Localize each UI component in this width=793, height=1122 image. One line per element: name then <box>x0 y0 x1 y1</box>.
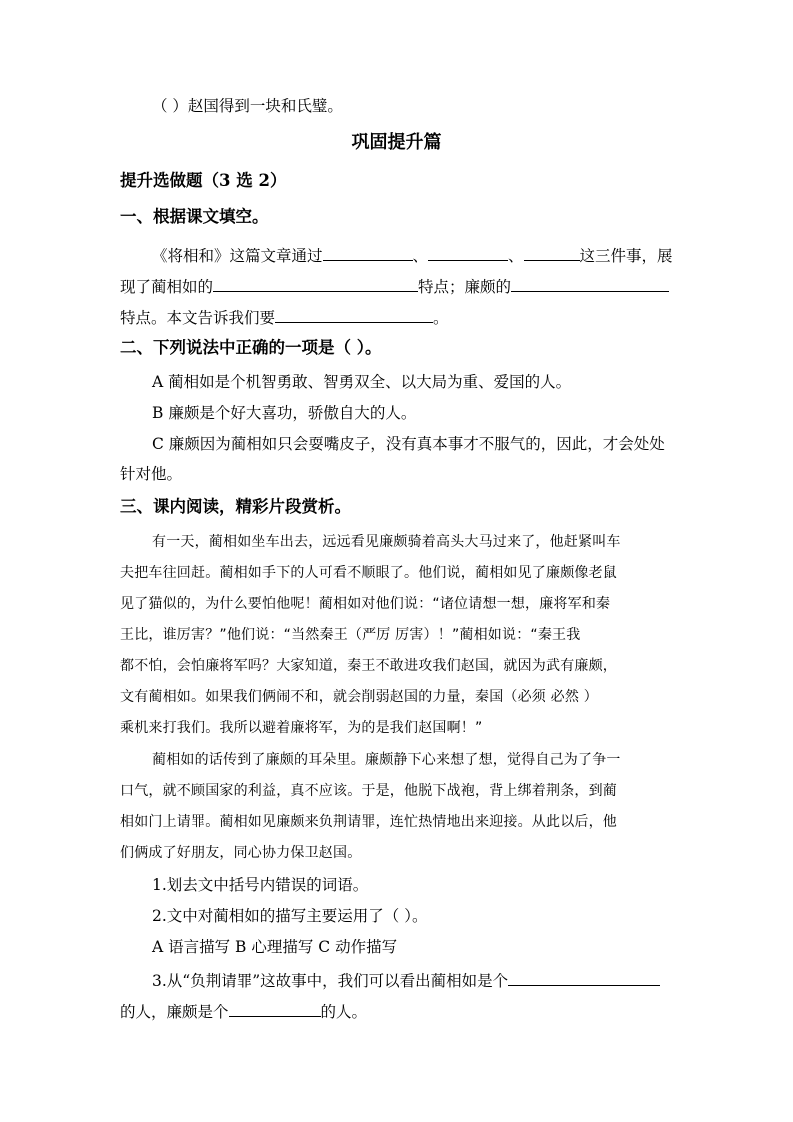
q1-text: 、 <box>412 247 429 265</box>
passage-line: 乘机来打我们。我所以避着廉将军，为的是我们赵国啊！” <box>120 720 483 736</box>
q3-sub-1: 1.划去文中括号内错误的词语。 <box>152 876 369 894</box>
q1-line-2 <box>120 274 669 297</box>
passage-line: 有一天，蔺相如坐车出去，远远看见廉颇骑着高头大马过来了，他赶紧叫车 <box>152 534 621 550</box>
q3-sub-2: 2.文中对蔺相如的描写主要运用了（ ）。 <box>152 907 428 925</box>
q1-text: 这三件事，展 <box>579 247 673 265</box>
passage-line: 见了猫似的，为什么要怕他呢！蔺相如对他们说：“诸位请想一想，廉将军和秦 <box>120 596 611 612</box>
q1-text: 特点。本文告诉我们要 <box>120 309 276 327</box>
q2-heading: 二、下列说法中正确的一项是（ ）。 <box>120 338 382 357</box>
passage-line: 蔺相如的话传到了廉颇的耳朵里。廉颇静下心来想了想，觉得自己为了争一 <box>152 752 621 768</box>
q3-text: 3.从“负荆请罪”这故事中，我们可以看出蔺相如是个 <box>152 972 509 990</box>
q3-sub-2-options: A 语言描写 B 心理描写 C 动作描写 <box>152 938 398 956</box>
passage-line: 都不怕，会怕廉将军吗？大家知道，秦王不敢进攻我们赵国，就因为武有廉颇， <box>120 658 617 674</box>
q1-line-3 <box>120 305 449 328</box>
fill-blank[interactable] <box>275 305 433 323</box>
fill-blank[interactable] <box>213 274 418 292</box>
passage-line: 们俩成了好朋友，同心协力保卫赵国。 <box>120 845 362 861</box>
passage-line: 口气，就不顾国家的利益，真不应该。于是，他脱下战袍，背上绑着荆条，到蔺 <box>120 783 617 799</box>
q1-line-1 <box>152 243 673 266</box>
subtitle: 提升选做题（3 选 2） <box>120 171 287 190</box>
q1-text: 。 <box>433 309 449 327</box>
q1-heading: 一、根据课文填空。 <box>120 207 269 226</box>
q3-text: 的人。 <box>320 1003 368 1021</box>
q1-text: 《将相和》这篇文章通过 <box>152 247 323 265</box>
q1-text: 、 <box>508 247 524 265</box>
fill-blank[interactable] <box>511 274 669 292</box>
q3-sub-3 <box>152 968 660 991</box>
section-title: 巩固提升篇 <box>351 132 442 153</box>
top-line: （ ）赵国得到一块和氏璧。 <box>152 97 343 115</box>
passage-line: 文有蔺相如。如果我们俩闹不和，就会削弱赵国的力量，秦国（必须 必然 ） <box>120 689 598 705</box>
fill-blank[interactable] <box>428 243 508 261</box>
q2-option-a: A 蔺相如是个机智勇敢、智勇双全、以大局为重、爱国的人。 <box>152 373 572 391</box>
q3-sub-3-cont <box>120 999 367 1022</box>
q2-option-b: B 廉颇是个好大喜功，骄傲自大的人。 <box>152 404 417 422</box>
q1-text: 特点；廉颇的 <box>418 278 512 296</box>
q2-option-c: C 廉颇因为蔺相如只会耍嘴皮子，没有真本事才不服气的，因此，才会处处 <box>152 435 665 453</box>
fill-blank[interactable] <box>524 243 580 261</box>
fill-blank[interactable] <box>229 999 321 1017</box>
passage-line: 夫把车往回赶。蔺相如手下的人可看不顺眼了。他们说，蔺相如见了廉颇像老鼠 <box>120 565 617 581</box>
q3-heading: 三、课内阅读，精彩片段赏析。 <box>120 497 351 516</box>
q3-text: 的人，廉颇是个 <box>120 1003 229 1021</box>
fill-blank[interactable] <box>508 968 660 986</box>
fill-blank[interactable] <box>323 243 413 261</box>
q1-text: 现了蔺相如的 <box>120 278 214 296</box>
passage-line: 王比，谁厉害？”他们说：“当然秦王（严厉 厉害）！”蔺相如说：“秦王我 <box>120 627 581 643</box>
passage-line: 相如门上请罪。蔺相如见廉颇来负荆请罪，连忙热情地出来迎接。从此以后，他 <box>120 814 617 830</box>
q2-option-c-cont: 针对他。 <box>120 465 183 483</box>
